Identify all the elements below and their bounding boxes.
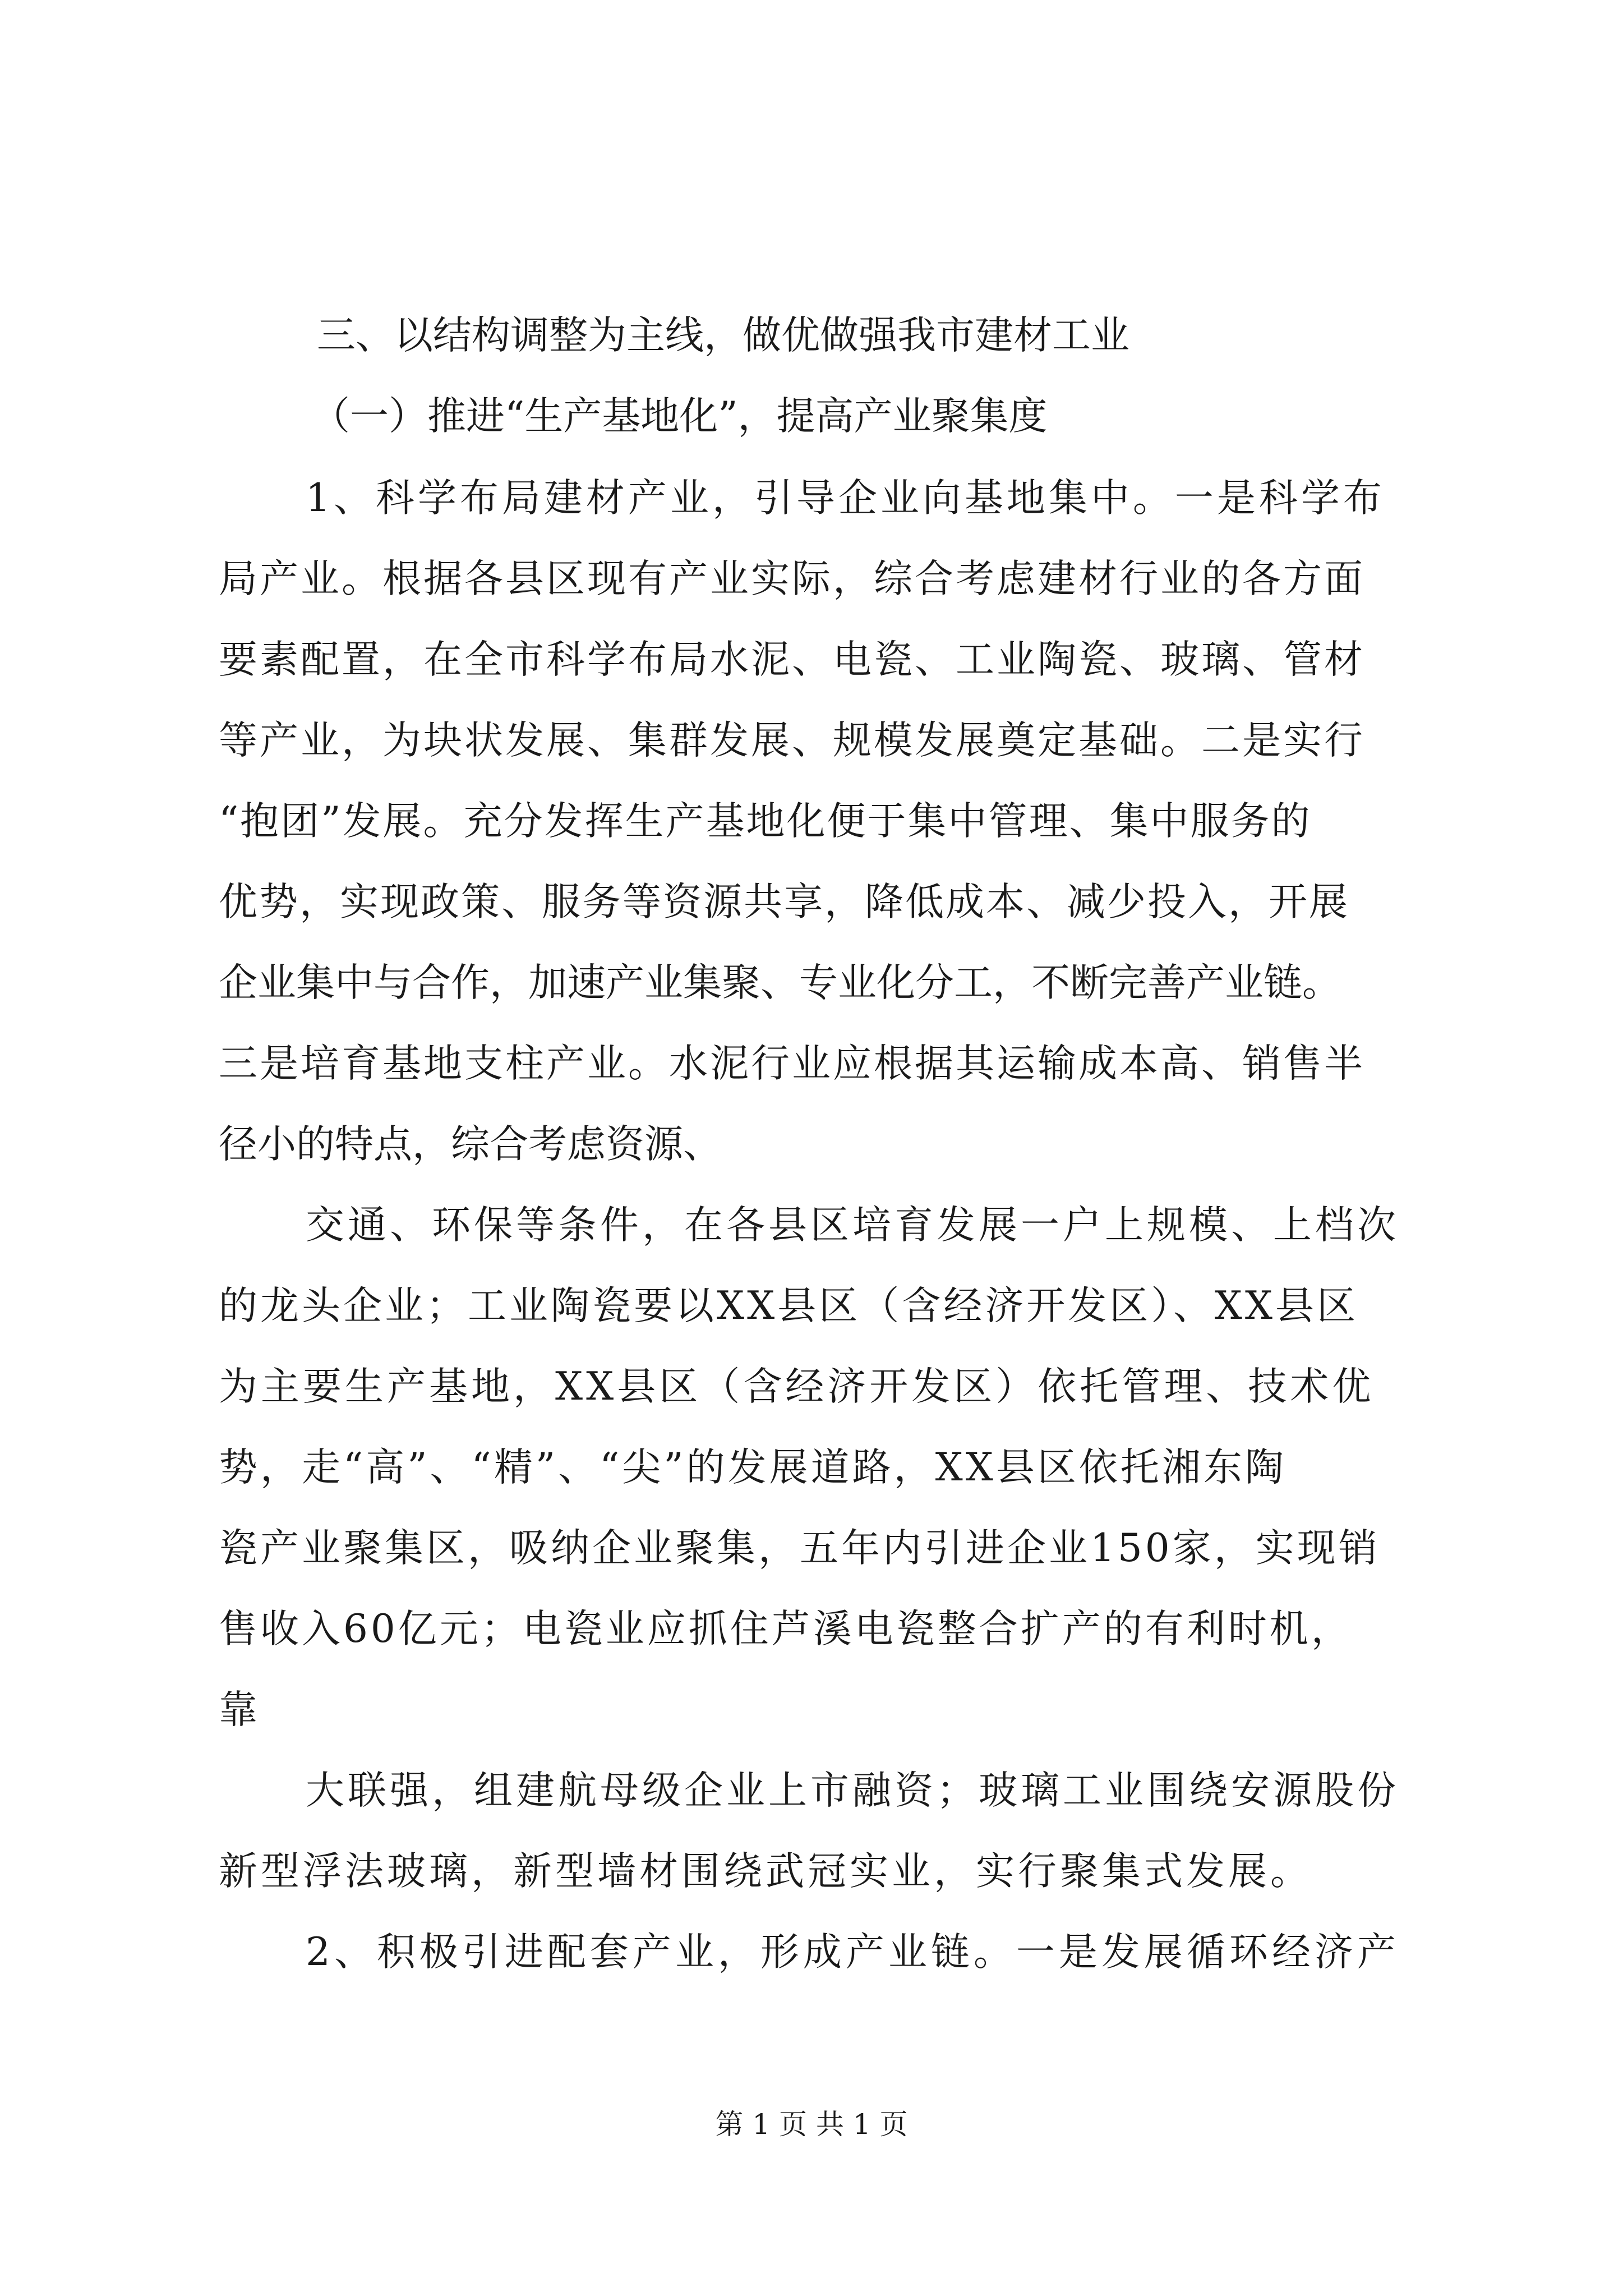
paragraph-line: 瓷产业聚集区，吸纳企业聚集，五年内引进企业150家，实现销 [219,1526,1380,1571]
paragraph-line: 等产业，为块状发展、集群发展、规模发展奠定基础。二是实行 [219,718,1365,763]
paragraph-line: “抱团”发展。充分发挥生产基地化便于集中管理、集中服务的 [219,799,1312,844]
paragraph-line: 1、科学布局建材产业，引导企业向基地集中。一是科学布 [306,476,1385,521]
paragraph-line: 新型浮法玻璃，新型墙材围绕武冠实业，实行聚集式发展。 [219,1849,1312,1894]
paragraph-line: 三是培育基地支柱产业。水泥行业应根据其运输成本高、销售半 [219,1041,1365,1086]
paragraph-line: 势，走“高”、“精”、“尖”的发展道路，XX县区依托湘东陶 [219,1445,1287,1490]
paragraph-line: 的龙头企业；工业陶瓷要以XX县区（含经济开发区）、XX县区 [219,1283,1358,1328]
paragraph-line: 靠 [219,1687,257,1732]
paragraph-line: 为主要生产基地，XX县区（含经济开发区）依托管理、技术优 [219,1364,1375,1409]
paragraph-line: 大联强，组建航母级企业上市融资；玻璃工业围绕安源股份 [306,1768,1399,1813]
page-footer: 第 1 页 共 1 页 [715,2108,908,2141]
paragraph-line: 企业集中与合作，加速产业集聚、专业化分工，不断完善产业链。 [219,960,1341,1005]
paragraph-line: 要素配置，在全市科学布局水泥、电瓷、工业陶瓷、玻璃、管材 [219,637,1365,682]
paragraph-line: 径小的特点，综合考虑资源、 [219,1122,722,1167]
paragraph-line: 优势，实现政策、服务等资源共享，降低成本、减少投入，开展 [219,880,1349,924]
paragraph-line: 局产业。根据各县区现有产业实际，综合考虑建材行业的各方面 [219,556,1365,601]
paragraph-line: 交通、环保等条件，在各县区培育发展一户上规模、上档次 [306,1203,1399,1248]
section-heading: 三、以结构调整为主线，做优做强我市建材工业 [317,313,1129,358]
paragraph-line: 2、积极引进配套产业，形成产业链。一是发展循环经济产 [306,1930,1400,1975]
subsection-heading: （一）推进“生产基地化”，提高产业聚集度 [311,394,1048,439]
paragraph-line: 售收入60亿元；电瓷业应抓住芦溪电瓷整合扩产的有利时机， [219,1607,1353,1651]
